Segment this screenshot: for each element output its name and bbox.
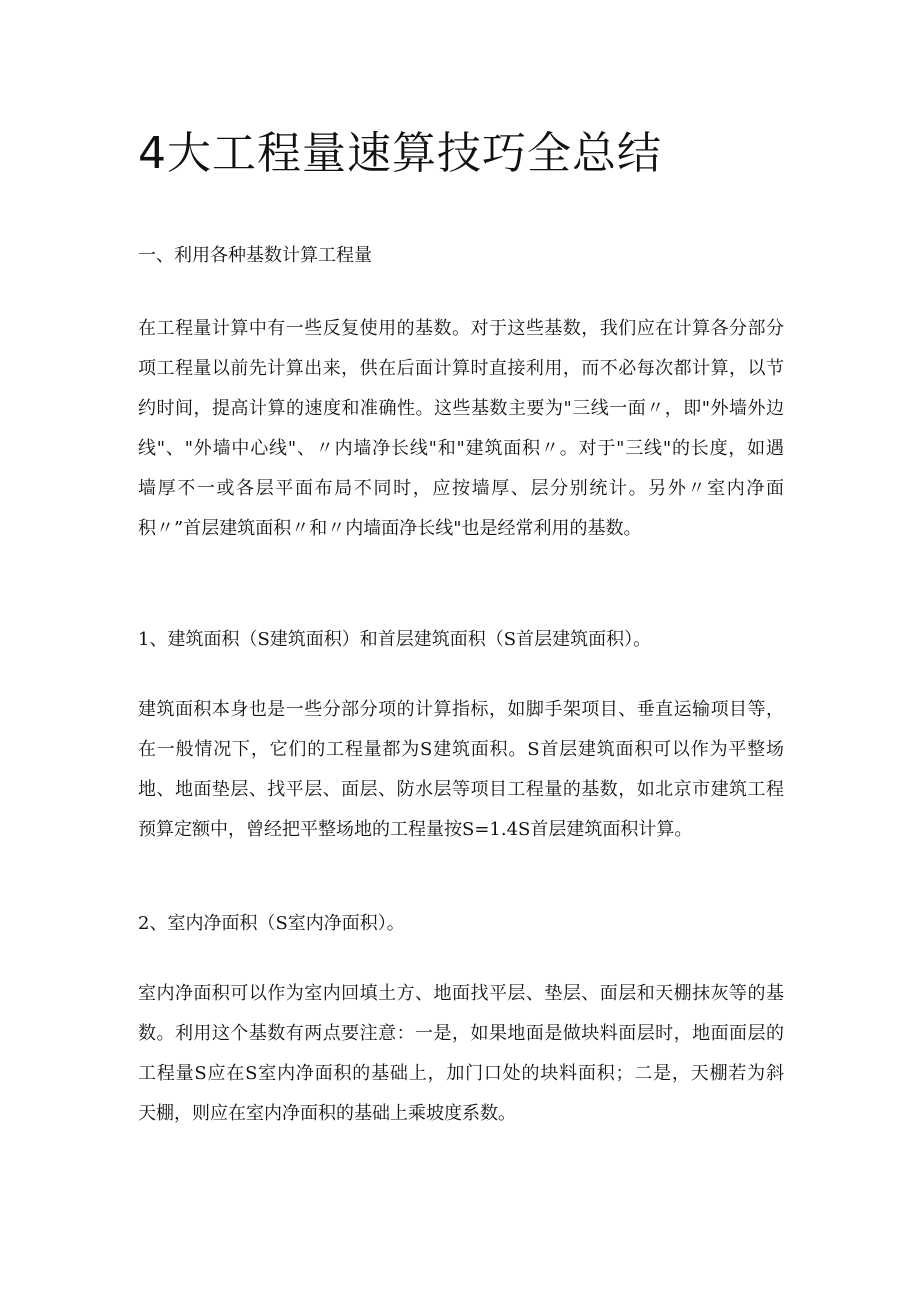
text-line: 在工程量计算中有一些反复使用的基数。对于这些基数，我们应在计算各分部分 (138, 318, 784, 339)
text-line: 积〃”首层建筑面积〃和〃内墙面净长线"也是经常利用的基数。 (138, 518, 642, 539)
text-line: 项工程量以前先计算出来，供在后面计算时直接利用，而不必每次都计算，以节 (138, 358, 784, 379)
text-line: 预算定额中，曾经把平整场地的工程量按S=1.4S首层建筑面积计算。 (138, 819, 693, 840)
document-title: 4大工程量速算技巧全总结 (138, 128, 662, 179)
text-line: 约时间，提高计算的速度和准确性。这些基数主要为"三线一面〃，即"外墙外边 (138, 398, 784, 419)
section-heading-indoor-net-area: 2、室内净面积（S室内净面积）。 (138, 913, 405, 934)
paragraph-building-area (138, 690, 784, 850)
text-line: 地、地面垫层、找平层、面层、防水层等项目工程量的基数，如北京市建筑工程 (138, 779, 784, 800)
text-line: 室内净面积可以作为室内回填土方、地面找平层、垫层、面层和天棚抹灰等的基 (138, 983, 784, 1004)
paragraph-indoor-net-area (138, 974, 784, 1134)
text-line: 线"、"外墙中心线"、〃内墙净长线"和"建筑面积〃。对于"三线"的长度，如遇 (138, 438, 784, 459)
paragraph-base-quantities (138, 309, 784, 549)
text-line: 数。利用这个基数有两点要注意：一是，如果地面是做块料面层时，地面面层的 (138, 1023, 784, 1044)
text-line: 工程量S应在S室内净面积的基础上，加门口处的块料面积；二是，天棚若为斜 (138, 1063, 784, 1084)
section-heading-building-area: 1、建筑面积（S建筑面积）和首层建筑面积（S首层建筑面积）。 (138, 629, 652, 650)
section-heading-base-quantities: 一、利用各种基数计算工程量 (138, 245, 372, 266)
text-line: 墙厚不一或各层平面布局不同时，应按墙厚、层分别统计。另外〃室内净面 (138, 478, 784, 499)
text-line: 建筑面积本身也是一些分部分项的计算指标，如脚手架项目、垂直运输项目等， (138, 699, 784, 720)
text-line: 在一般情况下，它们的工程量都为S建筑面积。S首层建筑面积可以作为平整场 (138, 739, 784, 760)
text-line: 天棚，则应在室内净面积的基础上乘坡度系数。 (138, 1103, 516, 1124)
